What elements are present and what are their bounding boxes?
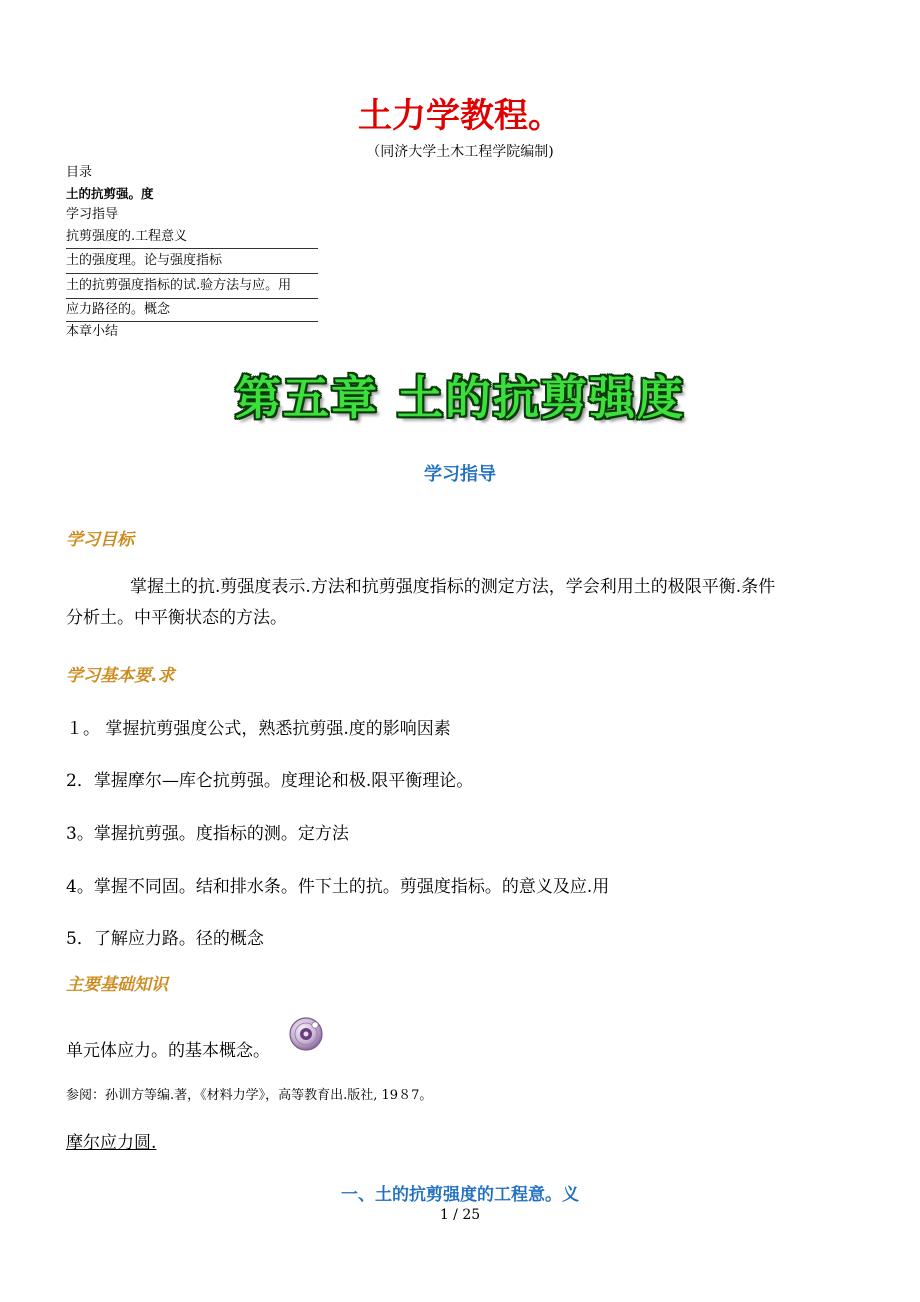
requirement-item: 3。掌握抗剪强。度指标的测。定方法: [66, 824, 349, 844]
requirements-heading: 学习基本要.求: [66, 666, 175, 686]
toc-item-summary[interactable]: 本章小结: [66, 324, 119, 339]
document-subtitle: （同济大学土木工程学院编制): [366, 144, 554, 160]
section1-title: 一、土的抗剪强度的工程意。义: [341, 1185, 579, 1205]
goal-paragraph: [66, 572, 856, 634]
requirement-item: 4。掌握不同固。结和排水条。件下土的抗。剪强度指标。的意义及应.用: [66, 877, 610, 897]
goal-text-line1: 掌握土的抗.剪强度表示.方法和抗剪强度指标的测定方法，学会利用土的极限平衡.条件: [130, 577, 776, 597]
page-number: 1 / 25: [439, 1207, 481, 1223]
chapter-title: 第五章 土的抗剪强度: [234, 371, 685, 425]
document-title: 土力学教程。: [358, 96, 562, 136]
requirement-item: 2．掌握摩尔—库仑抗剪强。度理论和极.限平衡理论。: [66, 771, 474, 791]
goal-text-line2: 分析土。中平衡状态的方法。: [66, 608, 287, 628]
toc-item-stress-path[interactable]: 应力路径的。概念: [66, 299, 318, 322]
goal-heading: 学习目标: [66, 530, 134, 550]
toc-heading: 目录: [66, 165, 93, 180]
toc-item-engineering[interactable]: 抗剪强度的.工程意义: [66, 226, 318, 249]
toc-item-test-methods[interactable]: 土的抗剪强度指标的试.验方法与应。用: [66, 274, 318, 299]
mohr-circle-link[interactable]: 摩尔应力圆.: [66, 1133, 157, 1153]
toc-item-theory[interactable]: 土的强度理。论与强度指标: [66, 249, 318, 274]
media-disc-icon[interactable]: [288, 1016, 324, 1052]
guide-heading: 学习指导: [424, 464, 496, 485]
requirement-item: 5．了解应力路。径的概念: [66, 929, 264, 949]
knowledge-heading: 主要基础知识: [66, 975, 168, 995]
toc-item-guide[interactable]: 学习指导: [66, 207, 119, 222]
table-of-contents: [66, 163, 318, 343]
requirement-item: １。 掌握抗剪强度公式，熟悉抗剪强.度的影响因素: [66, 719, 451, 739]
reference-text: 参阅：孙训方等编.著，《材料力学》，高等教育出.版社, 19８7。: [66, 1088, 433, 1103]
knowledge-text: 单元体应力。的基本概念。: [66, 1041, 270, 1061]
toc-item-chapter[interactable]: 土的抗剪强。度: [66, 186, 154, 201]
